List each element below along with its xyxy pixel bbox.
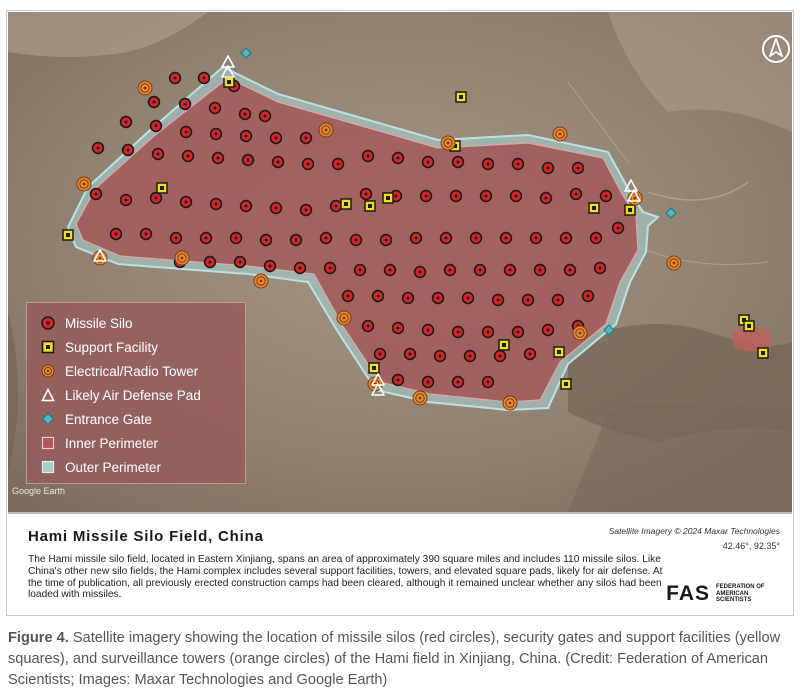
support-facility-marker[interactable] xyxy=(554,347,564,357)
missile-silo-marker[interactable] xyxy=(583,291,594,302)
missile-silo-marker[interactable] xyxy=(153,149,164,160)
missile-silo-marker[interactable] xyxy=(211,199,222,210)
fas-logo-mark: FAS xyxy=(666,582,710,605)
missile-silo-marker[interactable] xyxy=(205,257,216,268)
missile-silo-marker[interactable] xyxy=(151,193,162,204)
tower-marker[interactable] xyxy=(175,251,189,265)
missile-silo-marker[interactable] xyxy=(180,99,191,110)
tower-marker[interactable] xyxy=(413,391,427,405)
support-facility-marker[interactable] xyxy=(561,379,571,389)
missile-silo-marker[interactable] xyxy=(541,193,552,204)
outer-perimeter-icon xyxy=(41,460,55,474)
missile-silo-marker[interactable] xyxy=(453,377,464,388)
legend-label: Electrical/Radio Tower xyxy=(65,363,199,379)
tower-marker[interactable] xyxy=(77,177,91,191)
support-facility-marker[interactable] xyxy=(63,230,73,240)
missile-silo-marker[interactable] xyxy=(361,189,372,200)
missile-silo-marker[interactable] xyxy=(149,97,160,108)
missile-silo-marker[interactable] xyxy=(571,189,582,200)
missile-silo-marker[interactable] xyxy=(393,153,404,164)
missile-silo-marker[interactable] xyxy=(355,265,366,276)
missile-silo-marker[interactable] xyxy=(123,145,134,156)
missile-silo-marker[interactable] xyxy=(493,295,504,306)
tower-marker[interactable] xyxy=(553,127,567,141)
missile-silo-marker[interactable] xyxy=(421,191,432,202)
missile-silo-marker[interactable] xyxy=(433,293,444,304)
missile-silo-marker[interactable] xyxy=(513,327,524,338)
missile-silo-marker[interactable] xyxy=(241,131,252,142)
air-defense-pad-icon xyxy=(41,388,55,402)
entrance-gate-icon xyxy=(41,412,55,426)
support-facility-marker[interactable] xyxy=(365,201,375,211)
info-panel xyxy=(8,512,792,615)
missile-silo-marker[interactable] xyxy=(91,189,102,200)
missile-silo-marker[interactable] xyxy=(451,191,462,202)
missile-silo-marker[interactable] xyxy=(151,121,162,132)
missile-silo-marker[interactable] xyxy=(435,351,446,362)
support-facility-marker[interactable] xyxy=(341,199,351,209)
missile-silo-marker[interactable] xyxy=(301,205,312,216)
missile-silo-marker[interactable] xyxy=(393,375,404,386)
missile-silo-marker[interactable] xyxy=(183,151,194,162)
support-facility-marker[interactable] xyxy=(369,363,379,373)
missile-silo-marker[interactable] xyxy=(273,157,284,168)
missile-silo-marker[interactable] xyxy=(121,117,132,128)
missile-silo-marker[interactable] xyxy=(411,233,422,244)
missile-silo-marker[interactable] xyxy=(111,229,122,240)
missile-silo-marker[interactable] xyxy=(295,263,306,274)
missile-silo-marker[interactable] xyxy=(465,351,476,362)
missile-silo-marker[interactable] xyxy=(385,265,396,276)
missile-silo-marker[interactable] xyxy=(181,197,192,208)
tower-marker[interactable] xyxy=(319,123,333,137)
tower-marker[interactable] xyxy=(254,274,268,288)
missile-silo-icon xyxy=(41,316,55,330)
missile-silo-marker[interactable] xyxy=(483,327,494,338)
support-facility-marker[interactable] xyxy=(456,92,466,102)
legend-item-entrance-gate xyxy=(41,409,152,429)
missile-silo-marker[interactable] xyxy=(543,163,554,174)
google-earth-watermark: Google Earth xyxy=(12,486,66,496)
missile-silo-marker[interactable] xyxy=(363,321,374,332)
tower-marker[interactable] xyxy=(337,311,351,325)
fas-logo-text: FEDERATION OF AMERICAN SCIENTISTS xyxy=(716,584,765,604)
missile-silo-marker[interactable] xyxy=(601,191,612,202)
missile-silo-marker[interactable] xyxy=(573,163,584,174)
missile-silo-marker[interactable] xyxy=(210,103,221,114)
legend-item-tower xyxy=(41,361,198,381)
support-facility-marker[interactable] xyxy=(589,203,599,213)
missile-silo-marker[interactable] xyxy=(393,323,404,334)
tower-icon xyxy=(41,364,55,378)
missile-silo-marker[interactable] xyxy=(325,263,336,274)
missile-silo-marker[interactable] xyxy=(351,235,362,246)
missile-silo-marker[interactable] xyxy=(199,73,210,84)
missile-silo-marker[interactable] xyxy=(483,377,494,388)
missile-silo-marker[interactable] xyxy=(613,223,624,234)
missile-silo-marker[interactable] xyxy=(261,235,272,246)
missile-silo-marker[interactable] xyxy=(543,325,554,336)
missile-silo-marker[interactable] xyxy=(403,293,414,304)
support-facility-icon xyxy=(41,340,55,354)
legend-label: Likely Air Defense Pad xyxy=(65,387,201,403)
missile-silo-marker[interactable] xyxy=(260,111,271,122)
missile-silo-marker[interactable] xyxy=(495,351,506,362)
missile-silo-marker[interactable] xyxy=(271,133,282,144)
support-facility-marker[interactable] xyxy=(157,183,167,193)
tower-marker[interactable] xyxy=(667,256,681,270)
panel-description: The Hami missile silo field, located in Eastern Xinjiang, spans an area of approximately 390 square miles and includes 110 missile silos. Like China's other new silo fields, the Hami complex includes several support facilities, towers, and elevated square pads, likely for air defense. At the time of publication, all previously erected construction camps had been cleared, although it remained unclear whether any silos had been loaded with missiles. xyxy=(28,554,663,601)
missile-silo-marker[interactable] xyxy=(453,157,464,168)
missile-silo-marker[interactable] xyxy=(265,261,276,272)
inner-perimeter-icon xyxy=(41,436,55,450)
tower-marker[interactable] xyxy=(138,81,152,95)
legend-label: Missile Silo xyxy=(65,315,133,331)
caption-label: Figure 4. xyxy=(8,630,69,646)
missile-silo-marker[interactable] xyxy=(561,233,572,244)
missile-silo-marker[interactable] xyxy=(423,325,434,336)
missile-silo-marker[interactable] xyxy=(181,127,192,138)
missile-silo-marker[interactable] xyxy=(243,155,254,166)
legend-item-missile-silo xyxy=(41,313,133,333)
legend-label: Outer Perimeter xyxy=(65,459,162,475)
coordinates: 42.46°, 92.35° xyxy=(722,541,780,551)
missile-silo-marker[interactable] xyxy=(463,293,474,304)
missile-silo-marker[interactable] xyxy=(423,157,434,168)
missile-silo-marker[interactable] xyxy=(595,263,606,274)
missile-silo-marker[interactable] xyxy=(301,133,312,144)
missile-silo-marker[interactable] xyxy=(591,233,602,244)
missile-silo-marker[interactable] xyxy=(171,233,182,244)
missile-silo-marker[interactable] xyxy=(445,265,456,276)
missile-silo-marker[interactable] xyxy=(441,233,452,244)
missile-silo-marker[interactable] xyxy=(505,265,516,276)
missile-silo-marker[interactable] xyxy=(240,109,251,120)
missile-silo-marker[interactable] xyxy=(565,265,576,276)
missile-silo-marker[interactable] xyxy=(523,295,534,306)
missile-silo-marker[interactable] xyxy=(405,349,416,360)
missile-silo-marker[interactable] xyxy=(423,377,434,388)
figure-caption xyxy=(8,628,794,691)
missile-silo-marker[interactable] xyxy=(363,151,374,162)
missile-silo-marker[interactable] xyxy=(211,129,222,140)
map-legend xyxy=(26,302,246,484)
missile-silo-marker[interactable] xyxy=(170,73,181,84)
missile-silo-marker[interactable] xyxy=(121,195,132,206)
tower-marker[interactable] xyxy=(441,136,455,150)
missile-silo-marker[interactable] xyxy=(381,235,392,246)
missile-silo-marker[interactable] xyxy=(271,203,282,214)
missile-silo-marker[interactable] xyxy=(333,159,344,170)
tower-marker[interactable] xyxy=(503,396,517,410)
support-facility-marker[interactable] xyxy=(499,340,509,350)
missile-silo-marker[interactable] xyxy=(513,159,524,170)
imagery-credit: Satellite Imagery © 2024 Maxar Technologies xyxy=(608,526,780,536)
missile-silo-marker[interactable] xyxy=(453,327,464,338)
missile-silo-marker[interactable] xyxy=(235,257,246,268)
missile-silo-marker[interactable] xyxy=(201,233,212,244)
legend-item-support-facility xyxy=(41,337,158,357)
missile-silo-marker[interactable] xyxy=(511,191,522,202)
fas-logo xyxy=(666,582,776,606)
missile-silo-marker[interactable] xyxy=(331,201,342,212)
missile-silo-marker[interactable] xyxy=(141,229,152,240)
missile-silo-marker[interactable] xyxy=(213,153,224,164)
missile-silo-marker[interactable] xyxy=(471,233,482,244)
legend-item-inner-perimeter xyxy=(41,433,158,453)
missile-silo-marker[interactable] xyxy=(321,233,332,244)
missile-silo-marker[interactable] xyxy=(525,349,536,360)
missile-silo-marker[interactable] xyxy=(303,159,314,170)
support-facility-marker[interactable] xyxy=(758,348,768,358)
missile-silo-marker[interactable] xyxy=(553,295,564,306)
missile-silo-marker[interactable] xyxy=(343,291,354,302)
support-facility-marker[interactable] xyxy=(224,77,234,87)
missile-silo-marker[interactable] xyxy=(415,267,426,278)
support-facility-marker[interactable] xyxy=(744,321,754,331)
support-facility-marker[interactable] xyxy=(383,193,393,203)
missile-silo-marker[interactable] xyxy=(291,235,302,246)
panel-title: Hami Missile Silo Field, China xyxy=(28,528,264,545)
missile-silo-marker[interactable] xyxy=(475,265,486,276)
missile-silo-marker[interactable] xyxy=(375,349,386,360)
missile-silo-marker[interactable] xyxy=(373,291,384,302)
tower-marker[interactable] xyxy=(573,326,587,340)
missile-silo-marker[interactable] xyxy=(535,265,546,276)
caption-text: Satellite imagery showing the location of missile silos (red circles), security gates and support facilities (yellow squares), and surveillance towers (orange circles) of the Hami field in Xinjiang, China. (Credit: Federation of American Scientists; Images: Maxar Technologies and Google Earth) xyxy=(8,630,781,688)
legend-label: Support Facility xyxy=(65,339,159,355)
support-facility-marker[interactable] xyxy=(625,205,635,215)
legend-item-outer-perimeter xyxy=(41,457,161,477)
missile-silo-marker[interactable] xyxy=(531,233,542,244)
legend-item-air-defense-pad xyxy=(41,385,201,405)
legend-label: Inner Perimeter xyxy=(65,435,159,451)
missile-silo-marker[interactable] xyxy=(93,143,104,154)
missile-silo-marker[interactable] xyxy=(231,233,242,244)
missile-silo-marker[interactable] xyxy=(501,233,512,244)
missile-silo-marker[interactable] xyxy=(241,201,252,212)
legend-label: Entrance Gate xyxy=(65,411,153,427)
missile-silo-marker[interactable] xyxy=(481,191,492,202)
missile-silo-marker[interactable] xyxy=(483,159,494,170)
